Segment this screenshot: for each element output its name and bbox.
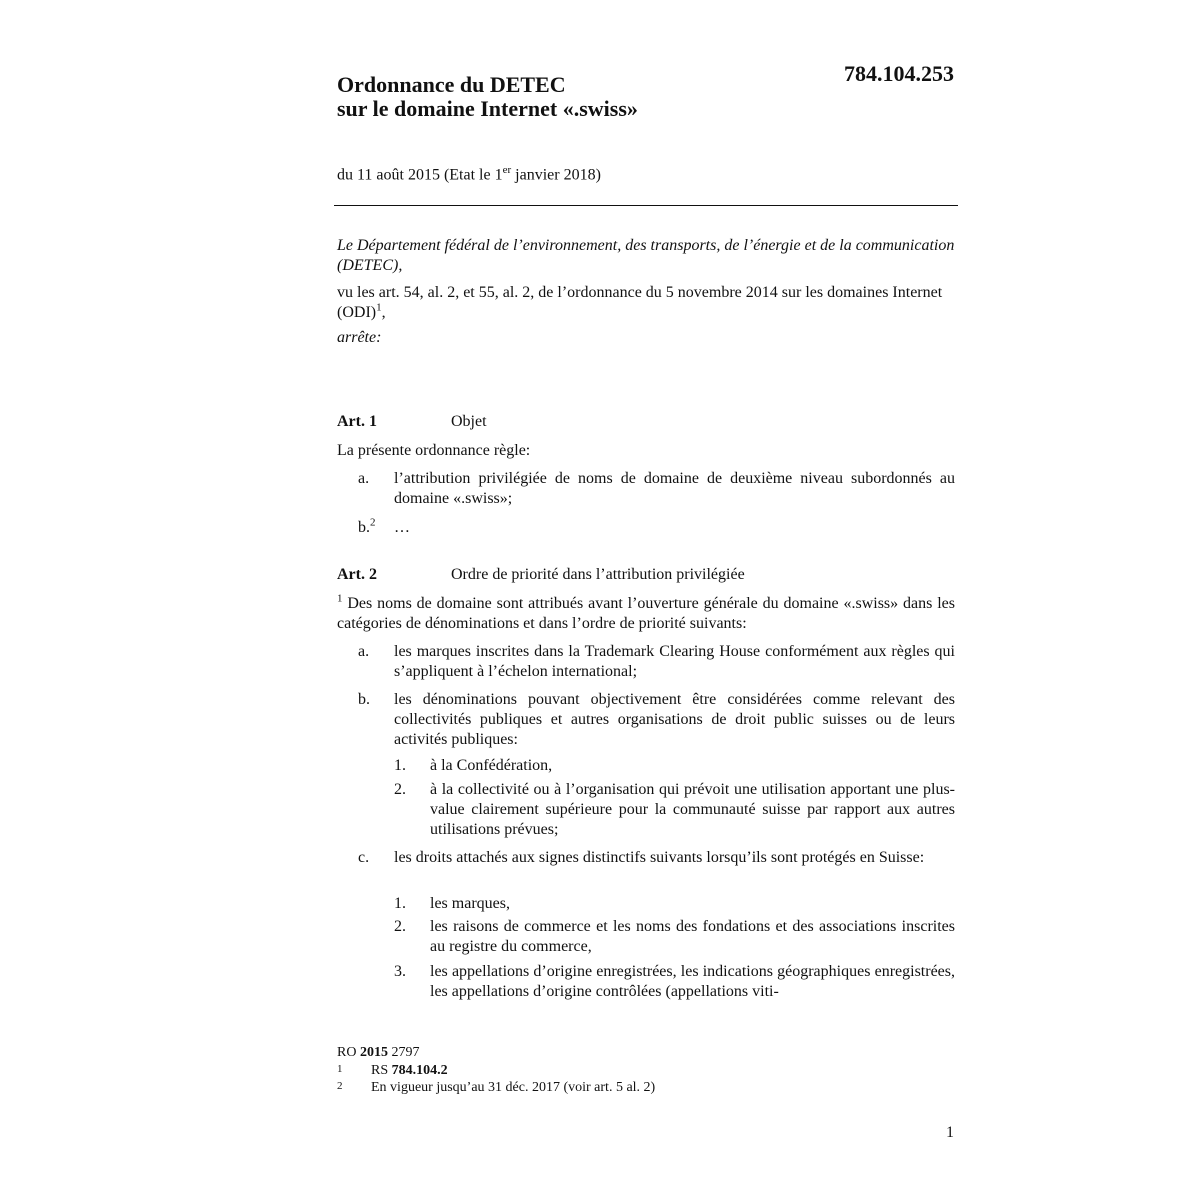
art2-item-c-sub-1 bbox=[394, 894, 955, 914]
art2-item-c-sub-3-text: les appellations d’origine enregistrées, les indications géographiques enregistrées, les appellations d’origine contrôlées (appellations viti- bbox=[430, 963, 955, 1000]
art1-item-b-label bbox=[358, 518, 376, 538]
art2-item-b-sub-2 bbox=[394, 780, 955, 840]
art1-item-a-text: l’attribution privilégiée de noms de domaine de deuxième niveau subordonnés au domaine «.swiss»; bbox=[394, 470, 955, 507]
preamble-basis-end: , bbox=[381, 304, 386, 321]
date-sup: er bbox=[502, 164, 512, 176]
footnote-1-sr[interactable]: 784.104.2 bbox=[391, 1063, 448, 1078]
sr-number: 784.104.253 bbox=[844, 61, 954, 86]
art2-item-c-sub-3 bbox=[394, 962, 955, 1002]
art2-item-b-text: les dénominations pouvant objectivement être considérées comme relevant des collectivités publiques et autres organisations de droit public suisses ou de leurs activités publiques: bbox=[394, 691, 955, 748]
art2-item-a-label: a. bbox=[358, 643, 370, 660]
footnote-2-text: En vigueur jusqu’au 31 déc. 2017 (voir art. 5 al. 2) bbox=[371, 1080, 656, 1095]
art1-heading bbox=[337, 413, 955, 433]
art2-item-b-sub-2-text: à la collectivité ou à l’organisation qui prévoit une utilisation apportant une plus-value clairement supérieure pour la communauté suisse par rapport aux autres utilisations prévues; bbox=[430, 781, 955, 838]
art2-heading bbox=[337, 566, 955, 586]
art2-title: Ordre de priorité dans l’attribution privilégiée bbox=[451, 566, 745, 583]
art1-item-a-label: a. bbox=[358, 470, 370, 487]
art1-item-b-letter: b. bbox=[358, 519, 370, 536]
footnote-1-number: 1 bbox=[337, 1063, 343, 1075]
art2-item-b-sub-1-label: 1. bbox=[394, 757, 406, 774]
art2-item-a bbox=[337, 642, 955, 682]
preamble-decree: arrête: bbox=[337, 329, 382, 346]
date-prefix: du 11 août 2015 (Etat le 1 bbox=[337, 166, 503, 184]
art1-item-b-text: … bbox=[394, 519, 410, 536]
art2-item-c-text: les droits attachés aux signes distinctifs suivants lorsqu’ils sont protégés en Suisse: bbox=[394, 849, 925, 866]
art2-para-number: 1 bbox=[337, 592, 343, 605]
title-line-1: Ordonnance du DETEC bbox=[337, 72, 566, 97]
footnote-1-prefix: RS bbox=[371, 1063, 392, 1078]
preamble-authority: Le Département fédéral de l’environnement, des transports, de l’énergie et de la communication (DETEC), bbox=[337, 237, 955, 274]
art2-item-b bbox=[337, 690, 955, 750]
footnote-ro-year: 2015 bbox=[359, 1045, 388, 1060]
footnote-ro-prefix: RO bbox=[337, 1045, 360, 1060]
date-suffix: janvier 2018) bbox=[511, 166, 601, 184]
title-line-2: sur le domaine Internet «.swiss» bbox=[337, 96, 638, 121]
art1-intro: La présente ordonnance règle: bbox=[337, 442, 531, 459]
header-rule bbox=[334, 205, 958, 206]
art2-number: Art. 2 bbox=[337, 566, 377, 583]
art2-item-b-label: b. bbox=[358, 691, 370, 708]
art2-item-c-sub-2 bbox=[394, 917, 955, 957]
document-title bbox=[337, 73, 638, 121]
art1-item-a bbox=[337, 469, 955, 509]
art2-item-c-sub-2-label: 2. bbox=[394, 918, 406, 935]
art2-item-a-text: les marques inscrites dans la Trademark Clearing House conformément aux règles qui s’appliquent à l’échelon international; bbox=[394, 643, 955, 680]
art2-item-c-sub-1-label: 1. bbox=[394, 895, 406, 912]
footnote-ref-2[interactable]: 2 bbox=[370, 516, 376, 529]
art2-intro bbox=[337, 594, 955, 634]
art1-number: Art. 1 bbox=[337, 413, 377, 430]
art2-item-b-sub-1 bbox=[394, 756, 955, 776]
preamble-basis bbox=[337, 283, 955, 323]
art1-item-b bbox=[337, 518, 955, 538]
art2-item-c-label: c. bbox=[358, 849, 370, 866]
footnote-ro bbox=[337, 1045, 419, 1061]
art2-item-b-sub-1-text: à la Confédération, bbox=[430, 757, 553, 774]
art2-item-c-sub-3-label: 3. bbox=[394, 963, 406, 980]
preamble-basis-text: vu les art. 54, al. 2, et 55, al. 2, de l’ordonnance du 5 novembre 2014 sur les domaines Internet (ODI) bbox=[337, 284, 943, 321]
footnote-2-number: 2 bbox=[337, 1080, 343, 1092]
art2-intro-text: Des noms de domaine sont attribués avant l’ouverture générale du domaine «.swiss» dans les catégories de dénominations et dans l’ordre de priorité suivants: bbox=[337, 595, 956, 632]
date-line bbox=[337, 164, 601, 184]
art2-item-b-sub-2-label: 2. bbox=[394, 781, 406, 798]
footnote-ref-1[interactable]: 1 bbox=[376, 301, 382, 314]
art2-item-c-sub-1-text: les marques, bbox=[430, 895, 510, 912]
footnote-1-text bbox=[371, 1063, 448, 1079]
page-number: 1 bbox=[946, 1124, 954, 1141]
art2-item-c-sub-2-text: les raisons de commerce et les noms des fondations et des associations inscrites au registre du commerce, bbox=[430, 918, 955, 955]
art2-item-c bbox=[337, 848, 955, 868]
art1-title: Objet bbox=[451, 413, 487, 430]
footnote-ro-page: 2797 bbox=[387, 1045, 420, 1060]
